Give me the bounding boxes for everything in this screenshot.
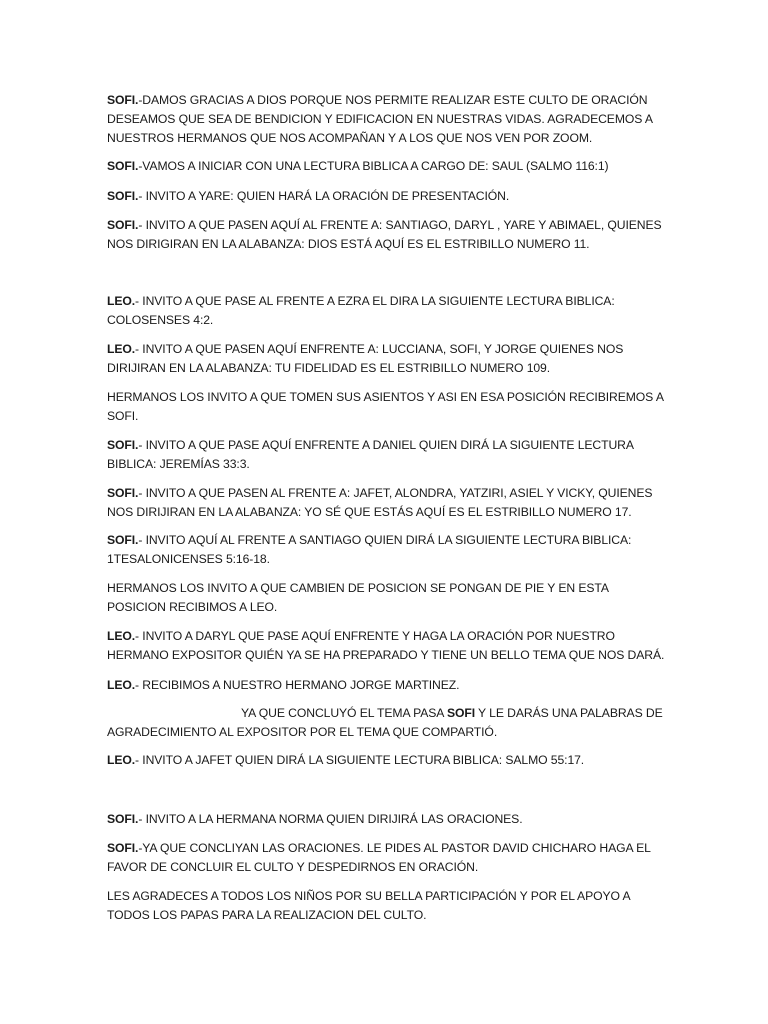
paragraph-2 bbox=[107, 157, 667, 176]
speaker-label: LEO. bbox=[107, 294, 136, 308]
paragraph-text: -DAMOS GRACIAS A DIOS PORQUE NOS PERMITE REALIZAR ESTE CULTO DE ORACIÓN DESEAMOS QUE SEA DE BENDICION Y EDIFICACION EN NUESTRAS VIDAS. AGRADECEMOS A NUESTROS HERMANOS QUE NOS ACOMPAÑAN Y A LOS QUE NOS VEN POR ZOOM. bbox=[107, 93, 653, 145]
paragraph-text: - INVITO A LA HERMANA NORMA QUIEN DIRIJIRÁ LAS ORACIONES. bbox=[138, 812, 523, 826]
speaker-label: SOFI. bbox=[107, 533, 139, 547]
speaker-label: SOFI. bbox=[107, 486, 139, 500]
paragraph-4 bbox=[107, 216, 667, 254]
paragraph-text: - INVITO A QUE PASE AQUÍ ENFRENTE A DANIEL QUIEN DIRÁ LA SIGUIENTE LECTURA BIBLICA: JEREMÍAS 33:3. bbox=[107, 438, 634, 471]
paragraph-9 bbox=[107, 484, 667, 522]
speaker-label: SOFI. bbox=[107, 218, 139, 232]
speaker-label: SOFI. bbox=[107, 93, 139, 107]
paragraph-text: - INVITO A JAFET QUIEN DIRÁ LA SIGUIENTE LECTURA BIBLICA: SALMO 55:17. bbox=[135, 753, 585, 767]
paragraph-11 bbox=[107, 579, 667, 617]
paragraph-1 bbox=[107, 91, 667, 148]
paragraph-17 bbox=[107, 839, 667, 877]
paragraph-text: YA QUE CONCLUYÓ EL TEMA PASA bbox=[241, 706, 447, 720]
paragraph-text: - INVITO AQUÍ AL FRENTE A SANTIAGO QUIEN DIRÁ LA SIGUIENTE LECTURA BIBLICA: 1TESALONICENSES 5:16-18. bbox=[107, 533, 632, 566]
paragraph-6 bbox=[107, 340, 667, 378]
paragraph-text: -YA QUE CONCLIYAN LAS ORACIONES. LE PIDES AL PASTOR DAVID CHICHARO HAGA EL FAVOR DE CONCLUIR EL CULTO Y DESPEDIRNOS EN ORACIÓN. bbox=[107, 841, 651, 874]
speaker-label: LEO. bbox=[107, 678, 136, 692]
paragraph-text: - INVITO A QUE PASE AL FRENTE A EZRA EL DIRA LA SIGUIENTE LECTURA BIBLICA: COLOSENSES 4:2. bbox=[107, 294, 615, 327]
paragraph-text: HERMANOS LOS INVITO A QUE TOMEN SUS ASIENTOS Y ASI EN ESA POSICIÓN RECIBIREMOS A SOFI. bbox=[107, 390, 664, 423]
paragraph-text: - INVITO A QUE PASEN AQUÍ ENFRENTE A: LUCCIANA, SOFI, Y JORGE QUIENES NOS DIRIJIRAN EN LA ALABANZA: TU FIDELIDAD ES EL ESTRIBILLO NUMERO 109. bbox=[107, 342, 624, 375]
speaker-label: SOFI. bbox=[107, 159, 139, 173]
paragraph-10 bbox=[107, 531, 667, 569]
paragraph-text: - INVITO A DARYL QUE PASE AQUÍ ENFRENTE Y HAGA LA ORACIÓN POR NUESTRO HERMANO EXPOSITOR QUIÉN YA SE HA PREPARADO Y TIENE UN BELLO TEMA QUE NOS DARÁ. bbox=[107, 629, 665, 662]
paragraph-text: - INVITO A QUE PASEN AL FRENTE A: JAFET, ALONDRA, YATZIRI, ASIEL Y VICKY, QUIENES NOS DIRIJIRAN EN LA ALABANZA: YO SÉ QUE ESTÁS AQUÍ ES EL ESTRIBILLO NUMERO 17. bbox=[107, 486, 653, 519]
paragraph-text: - RECIBIMOS A NUESTRO HERMANO JORGE MARTINEZ. bbox=[135, 678, 460, 692]
speaker-label: LEO. bbox=[107, 629, 136, 643]
paragraph-15 bbox=[107, 751, 667, 770]
paragraph-text: HERMANOS LOS INVITO A QUE CAMBIEN DE POSICION SE PONGAN DE PIE Y EN ESTA POSICION RECIBIMOS A LEO. bbox=[107, 581, 609, 614]
paragraph-14 bbox=[107, 704, 667, 742]
paragraph-7 bbox=[107, 388, 667, 426]
paragraph-text: - INVITO A QUE PASEN AQUÍ AL FRENTE A: SANTIAGO, DARYL , YARE Y ABIMAEL, QUIENES NOS DIRIGIRAN EN LA ALABANZA: DIOS ESTÁ AQUÍ ES EL ESTRIBILLO NUMERO 11. bbox=[107, 218, 662, 251]
paragraph-5 bbox=[107, 292, 667, 330]
speaker-label: SOFI. bbox=[107, 189, 139, 203]
paragraph-12 bbox=[107, 627, 667, 665]
paragraph-text: LES AGRADECES A TODOS LOS NIÑOS POR SU BELLA PARTICIPACIÓN Y POR EL APOYO A TODOS LOS PAPAS PARA LA REALIZACION DEL CULTO. bbox=[107, 889, 630, 922]
paragraph-text: - INVITO A YARE: QUIEN HARÁ LA ORACIÓN DE PRESENTACIÓN. bbox=[138, 189, 510, 203]
speaker-name: SOFI bbox=[446, 706, 475, 720]
paragraph-text: -VAMOS A INICIAR CON UNA LECTURA BIBLICA A CARGO DE: SAUL (SALMO 116:1) bbox=[138, 159, 609, 173]
speaker-label: LEO. bbox=[107, 342, 136, 356]
paragraph-3 bbox=[107, 187, 667, 206]
paragraph-text: Y LE DARÁS UNA PALABRAS DE AGRADECIMIENTO AL EXPOSITOR POR EL TEMA QUE COMPARTIÓ. bbox=[107, 706, 663, 739]
paragraph-16 bbox=[107, 810, 667, 829]
paragraph-8 bbox=[107, 436, 667, 474]
speaker-label: SOFI. bbox=[107, 812, 139, 826]
speaker-label: SOFI. bbox=[107, 438, 139, 452]
paragraph-13 bbox=[107, 676, 667, 695]
paragraph-18 bbox=[107, 887, 667, 925]
speaker-label: LEO. bbox=[107, 753, 136, 767]
speaker-label: SOFI. bbox=[107, 841, 139, 855]
